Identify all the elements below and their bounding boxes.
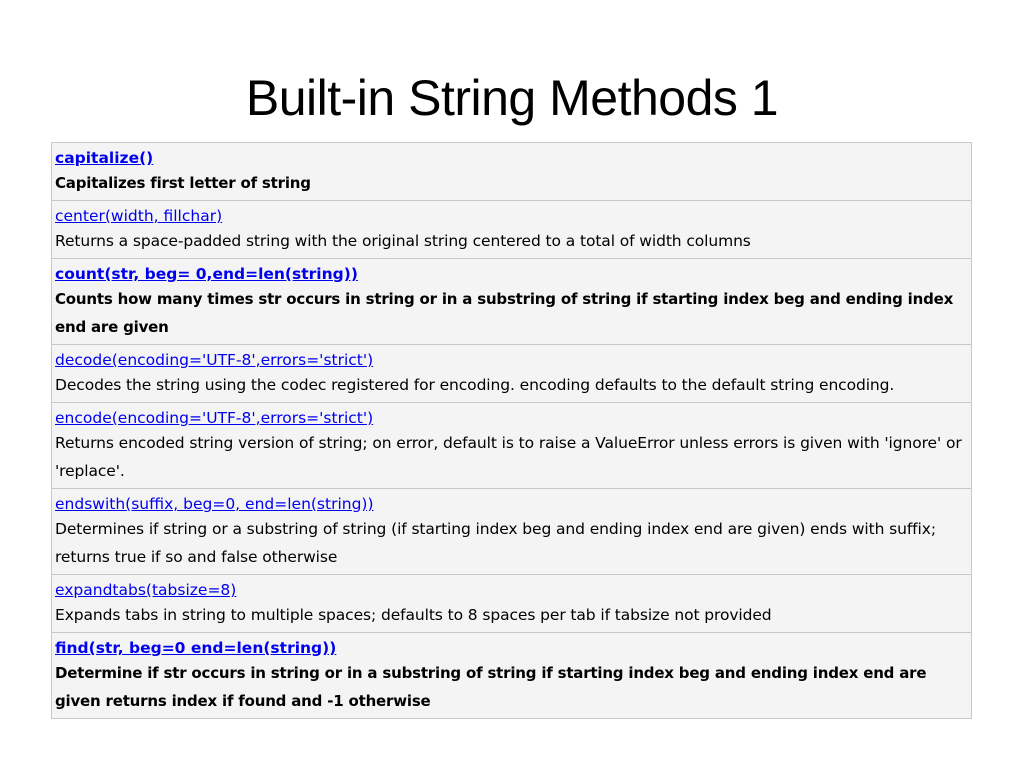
method-link-expandtabs[interactable]: expandtabs(tabsize=8) [55,581,237,599]
string-methods-table [51,142,972,719]
table-cell [52,489,972,575]
method-link-encode[interactable]: encode(encoding='UTF-8',errors='strict') [55,409,374,427]
method-description: Counts how many times str occurs in string or in a substring of string if starting index beg and ending index end are given [55,290,954,336]
table-row [52,633,972,719]
method-description: Determine if str occurs in string or in a substring of string if starting index beg and ending index end are given returns index if found and -1 otherwise [55,664,927,710]
method-link-endswith[interactable]: endswith(suffix, beg=0, end=len(string)) [55,495,374,513]
method-link-center[interactable]: center(width, fillchar) [55,207,223,225]
method-description: Decodes the string using the codec registered for encoding. encoding defaults to the default string encoding. [55,376,895,394]
table-row [52,403,972,489]
method-description: Expands tabs in string to multiple spaces; defaults to 8 spaces per tab if tabsize not provided [55,606,772,624]
method-description: Capitalizes first letter of string [55,174,311,192]
table-cell [52,575,972,633]
table-row [52,259,972,345]
table-cell [52,345,972,403]
table-cell [52,403,972,489]
table-row [52,489,972,575]
table-cell [52,633,972,719]
table-row [52,345,972,403]
table-cell [52,259,972,345]
method-link-decode[interactable]: decode(encoding='UTF-8',errors='strict') [55,351,374,369]
table-row [52,575,972,633]
table-row [52,201,972,259]
table-cell [52,201,972,259]
method-link-count[interactable]: count(str, beg= 0,end=len(string)) [55,265,358,283]
method-description: Determines if string or a substring of string (if starting index beg and ending index end are given) ends with suffix; returns true if so and false otherwise [55,520,936,566]
slide-title: Built-in String Methods 1 [245,70,779,126]
method-description: Returns a space-padded string with the original string centered to a total of width columns [55,232,751,250]
method-link-capitalize[interactable]: capitalize() [55,149,154,167]
table-row [52,143,972,201]
method-description: Returns encoded string version of string; on error, default is to raise a ValueError unless errors is given with 'ignore' or 'replace'. [55,434,962,480]
table-cell [52,143,972,201]
method-link-find[interactable]: find(str, beg=0 end=len(string)) [55,639,337,657]
